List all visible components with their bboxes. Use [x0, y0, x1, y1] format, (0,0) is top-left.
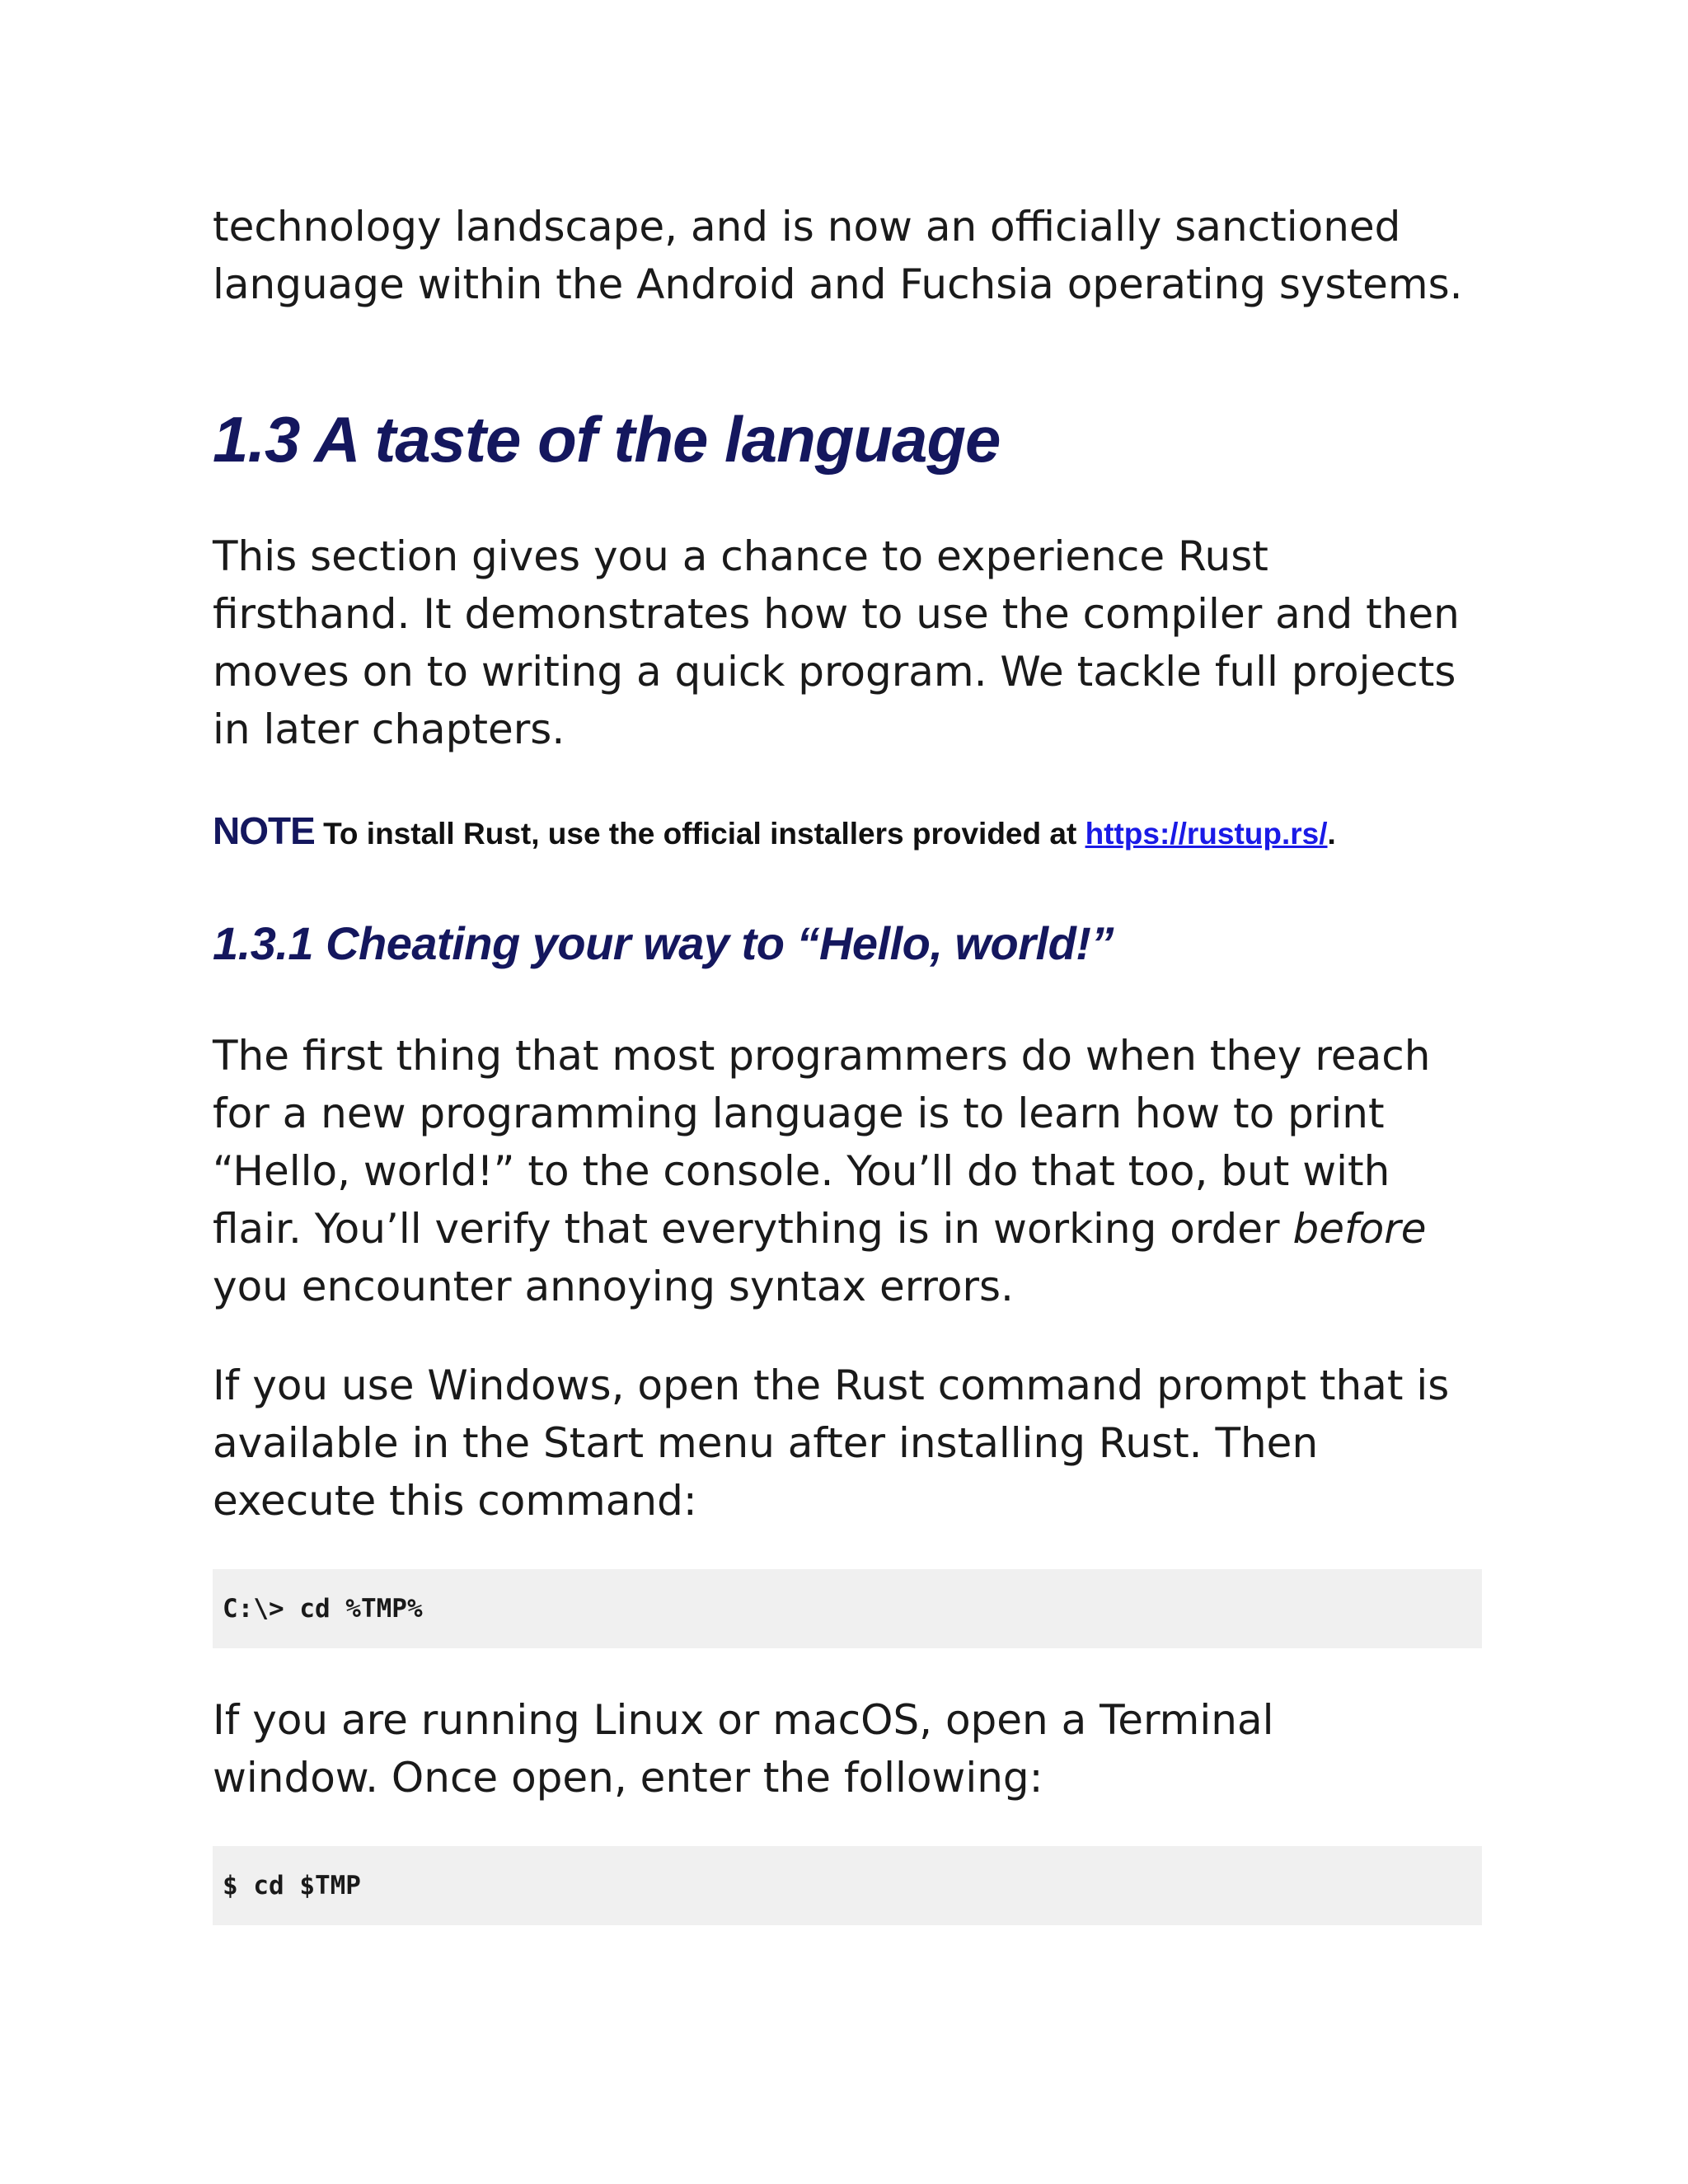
note-label: NOTE — [213, 809, 315, 852]
hello-paragraph — [213, 1027, 1430, 1315]
hello-line-3: “Hello, world!” to the console. You’ll do that too, but with — [213, 1147, 1390, 1195]
windows-line-1: If you use Windows, open the Rust command prompt that is — [213, 1361, 1450, 1409]
unix-line-2: window. Once open, enter the following: — [213, 1754, 1043, 1802]
windows-paragraph — [213, 1357, 1449, 1530]
hello-line-4-text: flair. You’ll verify that everything is in working order — [213, 1205, 1293, 1253]
windows-line-2: available in the Start menu after installing Rust. Then — [213, 1419, 1319, 1467]
section-line-4: in later chapters. — [213, 705, 565, 753]
section-line-3: moves on to writing a quick program. We tackle full projects — [213, 648, 1456, 696]
emphasis-before: before — [1292, 1205, 1427, 1253]
section-heading: 1.3 A taste of the language — [213, 403, 1001, 476]
note-trailing: . — [1327, 817, 1336, 851]
note-text: To install Rust, use the official installers provided at — [323, 817, 1077, 851]
hello-line-1: The first thing that most programmers do when they reach — [213, 1032, 1431, 1080]
rustup-link[interactable]: https://rustup.rs/ — [1085, 817, 1328, 851]
hello-line-5: you encounter annoying syntax errors. — [213, 1263, 1014, 1310]
unix-paragraph — [213, 1691, 1273, 1807]
windows-line-3: execute this command: — [213, 1477, 697, 1525]
install-note — [213, 808, 1336, 857]
intro-paragraph — [213, 198, 1463, 313]
code-block-windows: C:\> cd %TMP% — [213, 1569, 1482, 1648]
code-block-unix: $ cd $TMP — [213, 1846, 1482, 1925]
hello-line-2: for a new programming language is to learn how to print — [213, 1090, 1385, 1137]
subsection-heading: 1.3.1 Cheating your way to “Hello, world!” — [213, 917, 1114, 969]
intro-line-2: language within the Android and Fuchsia operating systems. — [213, 260, 1463, 308]
section-paragraph — [213, 527, 1460, 758]
section-line-2: firsthand. It demonstrates how to use the compiler and then — [213, 590, 1460, 638]
hello-line-4 — [213, 1200, 1430, 1258]
intro-line-1: technology landscape, and is now an officially sanctioned — [213, 203, 1401, 251]
section-line-1: This section gives you a chance to experience Rust — [213, 532, 1268, 580]
unix-line-1: If you are running Linux or macOS, open a Terminal — [213, 1696, 1274, 1744]
